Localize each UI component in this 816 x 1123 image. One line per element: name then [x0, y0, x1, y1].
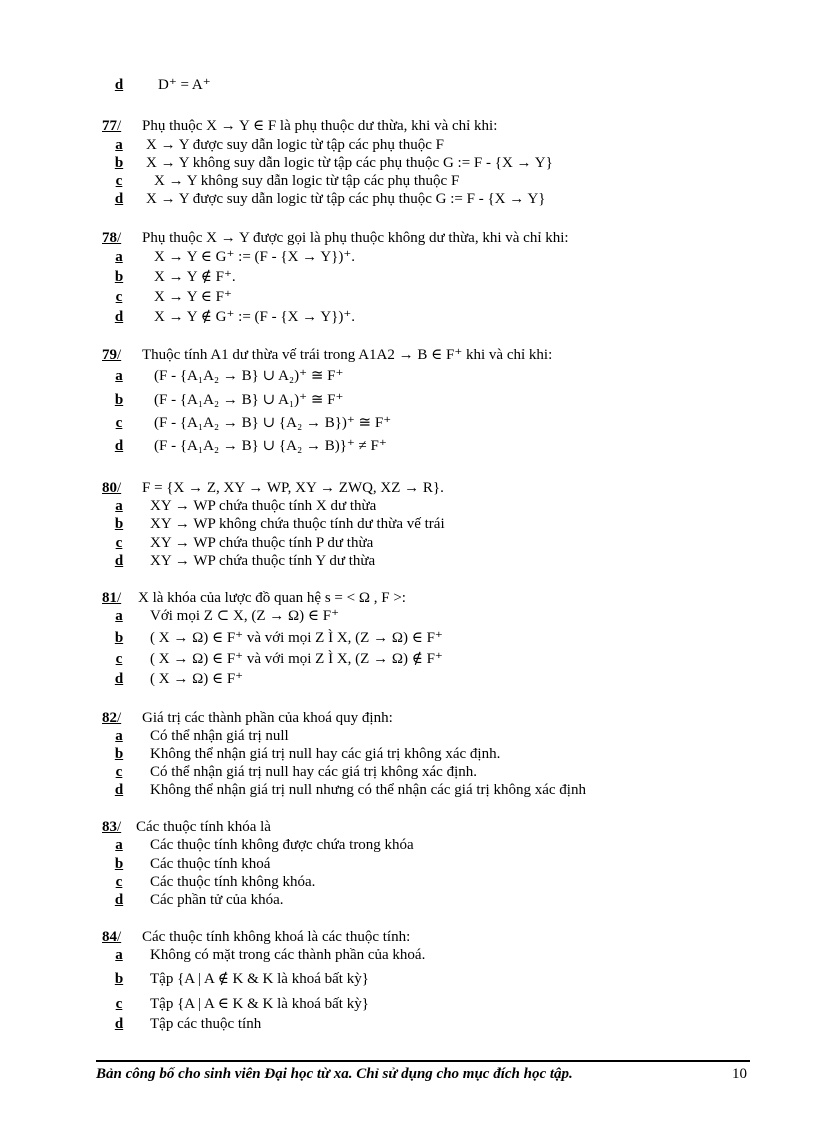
- question-text: Phụ thuộc X → Y ∈ F là phụ thuộc dư thừa, khi và chỉ khi:: [142, 118, 498, 134]
- option-text: Tập {A | A ∉ K & K là khoá bất kỳ}: [150, 971, 369, 987]
- option-text: X → Y ∉ G⁺ := (F - {X → Y})⁺.: [154, 309, 356, 325]
- option-text: Các thuộc tính khoá: [150, 856, 271, 872]
- option-text: Có thể nhận giá trị null: [150, 728, 289, 744]
- option-text: X → Y được suy dẫn logic từ tập các phụ thuộc F: [146, 137, 445, 153]
- option-text: Tập {A | A ∈ K & K là khoá bất kỳ}: [150, 996, 369, 1012]
- question-number: 79/: [102, 347, 122, 363]
- question-number: 84/: [102, 929, 122, 945]
- option-letter: b: [114, 516, 124, 532]
- option-letter: d: [114, 892, 124, 908]
- option-text: X → Y ∉ F⁺.: [154, 269, 236, 285]
- option-letter: b: [114, 155, 124, 171]
- option-letter: d: [114, 671, 124, 687]
- option-letter: c: [115, 874, 123, 890]
- question-number: 81/: [102, 590, 122, 606]
- option-text: (F - {A₁A₂ → B} ∪ {A₂ → B)}⁺ ≠ F⁺: [154, 438, 387, 454]
- option-letter: c: [115, 996, 123, 1012]
- option-text: ( X → Ω) ∈ F⁺ và với mọi Z Ì X, (Z → Ω) ∉ F⁺: [150, 651, 443, 667]
- option-text: X → Y ∈ F⁺: [154, 289, 232, 305]
- question-text: Thuộc tính A1 dư thừa vế trái trong A1A2 → B ∈ F⁺ khi và chỉ khi:: [142, 347, 553, 363]
- option-letter: d: [114, 553, 124, 569]
- option-letter: a: [115, 608, 123, 624]
- option-letter: c: [115, 535, 123, 551]
- option-letter: b: [114, 746, 124, 762]
- option-text: Có thể nhận giá trị null hay các giá trị không xác định.: [150, 764, 477, 780]
- option-letter: a: [115, 137, 123, 153]
- option-text: Các thuộc tính không được chứa trong khóa: [150, 837, 414, 853]
- option-letter: a: [115, 728, 123, 744]
- question-text: X là khóa của lược đồ quan hệ s = < Ω , F >:: [138, 590, 406, 606]
- option-letter: a: [115, 498, 123, 514]
- option-letter: b: [114, 971, 124, 987]
- option-text: X → Y được suy dẫn logic từ tập các phụ thuộc G := F - {X → Y}: [146, 191, 546, 207]
- option-letter: d: [114, 309, 124, 325]
- option-text: ( X → Ω) ∈ F⁺: [150, 671, 244, 687]
- question-number: 82/: [102, 710, 122, 726]
- option-letter: d: [114, 438, 124, 454]
- option-letter: a: [115, 947, 123, 963]
- option-text: ( X → Ω) ∈ F⁺ và với mọi Z Ì X, (Z → Ω) ∈ F⁺: [150, 630, 443, 646]
- option-text: Các phần tử của khóa.: [150, 892, 284, 908]
- option-letter: b: [114, 269, 124, 285]
- option-letter: a: [115, 249, 123, 265]
- option-text: XY → WP chứa thuộc tính Y dư thừa: [150, 553, 376, 569]
- option-text: X → Y không suy dẫn logic từ tập các phụ thuộc F: [154, 173, 460, 189]
- option-text: Không có mặt trong các thành phần của khoá.: [150, 947, 426, 963]
- option-letter: a: [115, 837, 123, 853]
- question-number: 77/: [102, 118, 122, 134]
- option-letter: a: [115, 368, 123, 384]
- option-text: Với mọi Z ⊂ X, (Z → Ω) ∈ F⁺: [150, 608, 339, 624]
- option-text: X → Y không suy dẫn logic từ tập các phụ thuộc G := F - {X → Y}: [146, 155, 553, 171]
- option-text: XY → WP chứa thuộc tính X dư thừa: [150, 498, 377, 514]
- footer-note: Bản công bố cho sinh viên Đại học từ xa. Chỉ sử dụng cho mục đích học tập.: [96, 1066, 573, 1082]
- option-letter: d: [114, 1016, 124, 1032]
- option-text: (F - {A₁A₂ → B} ∪ A₂)⁺ ≅ F⁺: [154, 368, 344, 384]
- question-text: Phụ thuộc X → Y được gọi là phụ thuộc không dư thừa, khi và chỉ khi:: [142, 230, 569, 246]
- option-letter: c: [115, 764, 123, 780]
- option-letter: b: [114, 856, 124, 872]
- option-text: (F - {A₁A₂ → B} ∪ {A₂ → B})⁺ ≅ F⁺: [154, 415, 392, 431]
- footer-divider: [96, 1060, 750, 1062]
- option-text: X → Y ∈ G⁺ := (F - {X → Y})⁺.: [154, 249, 356, 265]
- option-letter: d: [114, 191, 124, 207]
- page-number: 10: [732, 1066, 747, 1082]
- option-letter: d: [114, 77, 124, 93]
- option-letter: b: [114, 630, 124, 646]
- option-text: Không thể nhận giá trị null hay các giá trị không xác định.: [150, 746, 501, 762]
- option-text: XY → WP chứa thuộc tính P dư thừa: [150, 535, 374, 551]
- option-text: D⁺ = A⁺: [158, 77, 211, 93]
- option-letter: b: [114, 392, 124, 408]
- question-text: Các thuộc tính khóa là: [136, 819, 271, 835]
- question-number: 83/: [102, 819, 122, 835]
- question-number: 80/: [102, 480, 122, 496]
- question-text: F = {X → Z, XY → WP, XY → ZWQ, XZ → R}.: [142, 480, 444, 496]
- option-text: (F - {A₁A₂ → B} ∪ A₁)⁺ ≅ F⁺: [154, 392, 344, 408]
- question-text: Giá trị các thành phần của khoá quy định:: [142, 710, 393, 726]
- option-letter: c: [115, 415, 123, 431]
- option-text: XY → WP không chứa thuộc tính dư thừa vế trái: [150, 516, 445, 532]
- option-letter: c: [115, 651, 123, 667]
- option-letter: c: [115, 289, 123, 305]
- option-text: Các thuộc tính không khóa.: [150, 874, 316, 890]
- question-text: Các thuộc tính không khoá là các thuộc tính:: [142, 929, 411, 945]
- option-text: Không thể nhận giá trị null nhưng có thể nhận các giá trị không xác định: [150, 782, 586, 798]
- option-letter: c: [115, 173, 123, 189]
- option-text: Tập các thuộc tính: [150, 1016, 262, 1032]
- option-letter: d: [114, 782, 124, 798]
- question-number: 78/: [102, 230, 122, 246]
